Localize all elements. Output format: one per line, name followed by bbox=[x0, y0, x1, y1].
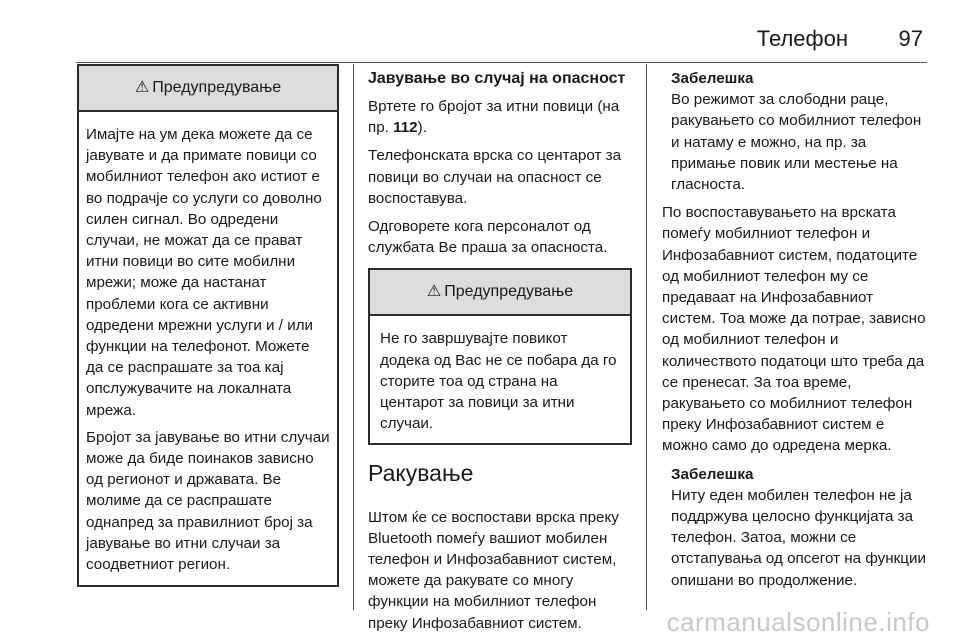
note-heading: Забелешка bbox=[671, 465, 754, 483]
page-header bbox=[0, 0, 960, 58]
warning-body bbox=[370, 316, 630, 443]
warning-box bbox=[77, 64, 339, 587]
column-1 bbox=[77, 64, 339, 587]
page-number: 97 bbox=[898, 26, 923, 51]
section-heading: Ракување bbox=[368, 460, 474, 487]
watermark: carmanualsonline.info bbox=[666, 607, 930, 637]
note-text: Во режимот за слободни раце, ракувањето со мобилниот телефон и натаму е можно, на пр. за примање повик или местење на гласноста. bbox=[671, 91, 922, 194]
warning-triangle-icon: ⚠ bbox=[426, 283, 442, 301]
warning-paragraph: Имајте на ум дека можете да се јавувате и да примате повици со мобилниот телефон ако истиот е во подрачје со услуги со доволно силен сигнал. Во одредени случаи, не можат да се прават итни повици во сите мобилни мрежи; може да настанат проблеми кога се активни одредени мрежни услуги и / или функции на телефонот. Можете да се распрашате за тоа кај опслужувачите на локалната мрежа. bbox=[86, 126, 322, 419]
paragraph: Одговорете кога персоналот од службата Ве праша за опасноста. bbox=[368, 218, 608, 257]
warning-paragraph: Бројот за јавување во итни случаи може да биде поинаков зависно од регионот и државата. Ве молиме да се распрашате однапред за правилниот број за јавување во итни случаи за соодветниот регион. bbox=[86, 428, 330, 574]
page-title: Телефон bbox=[756, 26, 848, 51]
warning-paragraph: Не го завршувајте повикот додека од Вас не се побара да го сторите тоа од страна на центарот за повици за итни случаи. bbox=[380, 330, 617, 433]
paragraph: Штом ќе се воспостави врска преку Bluetooth помеѓу вашиот мобилен телефон и Инфозабавниот систем, можете да ракувате со многу функции на мобилниот телефон преку Инфозабавниот систем. bbox=[368, 508, 619, 632]
warning-body bbox=[79, 112, 337, 585]
note-heading: Забелешка bbox=[671, 70, 754, 87]
note-text: Ниту еден мобилен телефон не ја поддржува целосно функцијата за телефон. Затоа, можни се отстапувања од опсегот на функции опишани во продолжение. bbox=[671, 486, 926, 589]
warning-label: Предупредување bbox=[152, 79, 282, 96]
column-divider-1 bbox=[353, 64, 354, 610]
note-block bbox=[662, 464, 928, 591]
paragraph: Телефонската врска со центарот за повици во случаи на опасност се воспоставува. bbox=[368, 147, 622, 207]
warning-triangle-icon: ⚠ bbox=[134, 79, 150, 96]
paragraph bbox=[368, 96, 632, 138]
warning-header bbox=[79, 66, 337, 112]
text-run: ). bbox=[417, 119, 427, 137]
emergency-number: 112 bbox=[393, 119, 418, 137]
header-rule bbox=[76, 62, 927, 63]
column-3 bbox=[662, 64, 928, 591]
warning-header bbox=[370, 270, 630, 316]
note-block bbox=[662, 68, 928, 195]
paragraph: По воспоставувањето на врската помеѓу мобилниот телефон и Инфозабавниот систем, податоците од мобилниот телефон му се предаваат на Инфозабавниот систем. Тоа може да потрае, зависно од мобилниот телефон и количеството податоци што треба да се пренесат. За тоа време, ракувањето со мобилниот телефон преку Инфозабавниот систем е можно само до одредена мерка. bbox=[662, 204, 926, 455]
emergency-call-heading: Јавување во случај на опасност bbox=[368, 70, 626, 87]
column-2 bbox=[368, 64, 632, 634]
warning-label: Предупредување bbox=[444, 283, 574, 301]
column-divider-2 bbox=[646, 64, 647, 610]
warning-box bbox=[368, 268, 632, 445]
text-run: Вртете го бројот за итни повици (на пр. bbox=[368, 98, 620, 137]
